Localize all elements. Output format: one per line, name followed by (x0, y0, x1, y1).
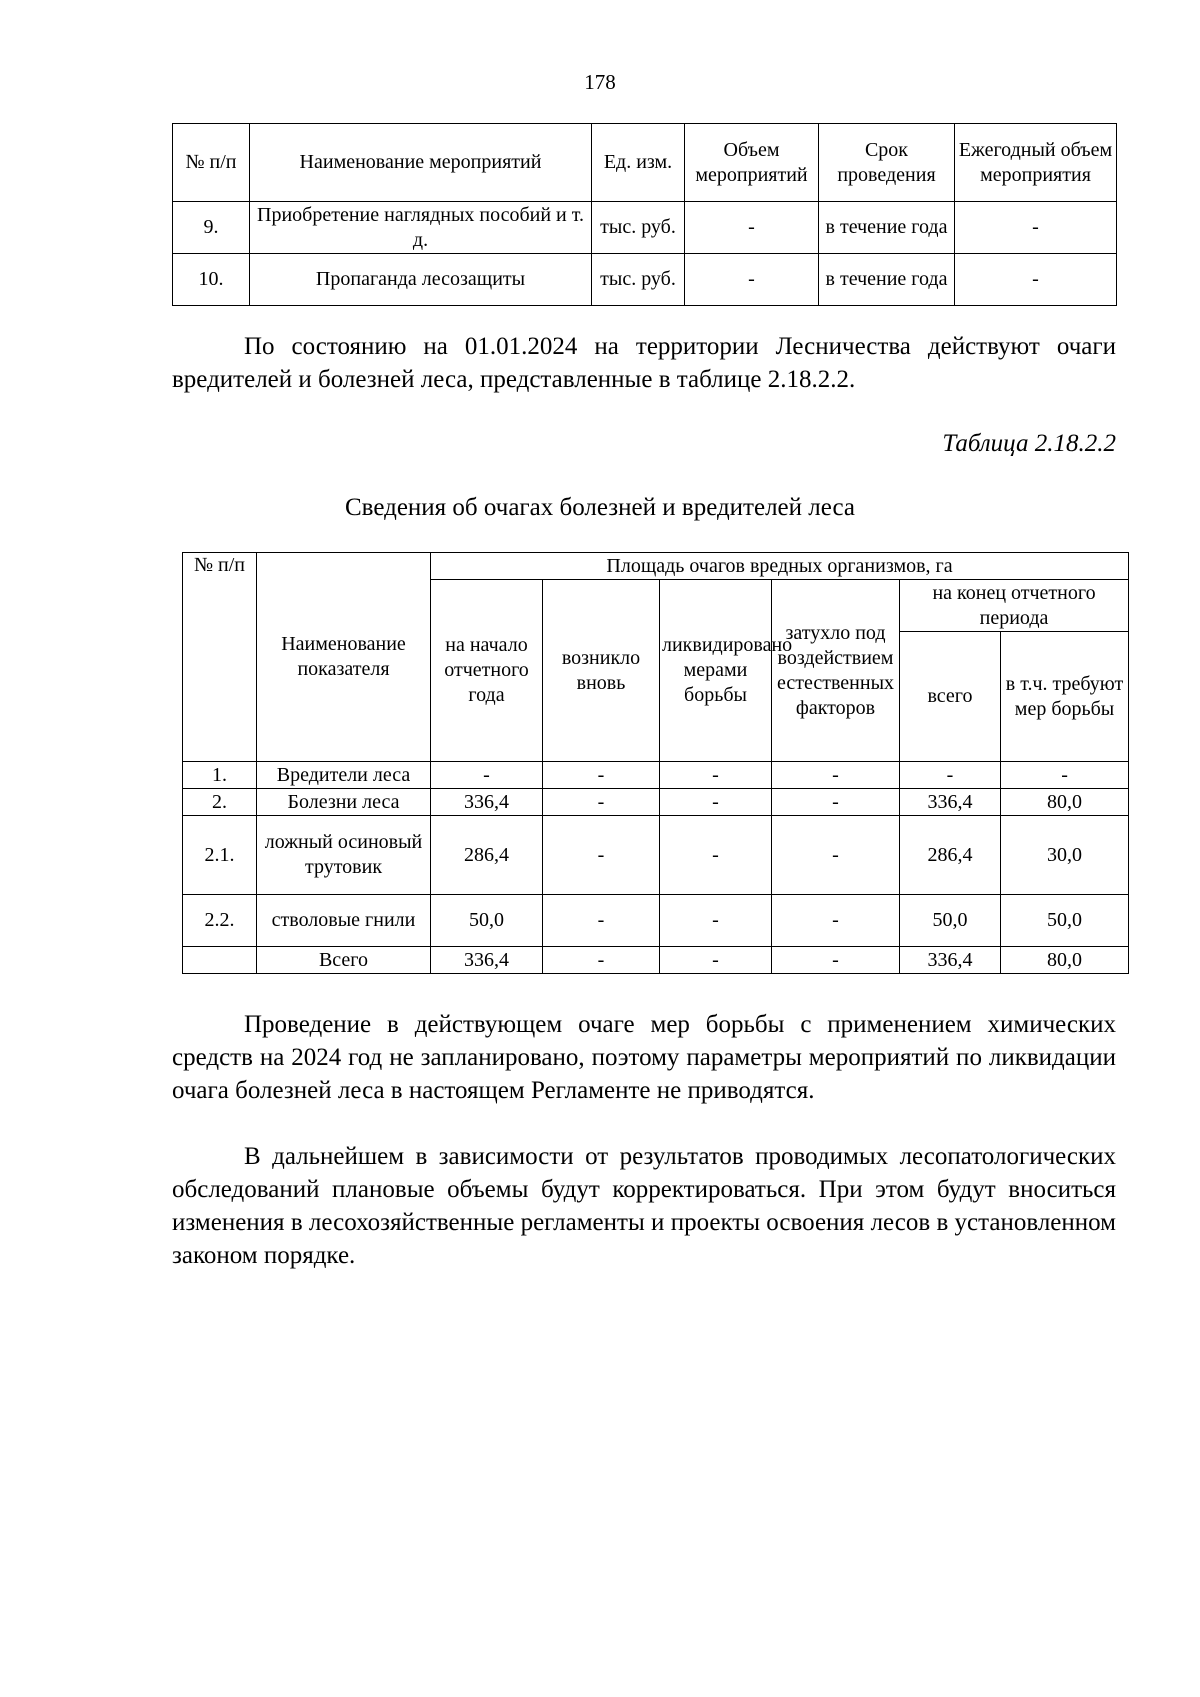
cell: тыс. руб. (592, 254, 685, 306)
cell: - (543, 762, 660, 789)
header-new: возникло вновь (543, 580, 660, 762)
header-cell: № п/п (173, 124, 250, 202)
table-row (183, 895, 1129, 947)
cell: - (543, 895, 660, 947)
header-cell: Ед. изм. (592, 124, 685, 202)
header-cell: Объем мероприятий (685, 124, 819, 202)
table-row (173, 254, 1117, 306)
cell: - (955, 254, 1117, 306)
table-row (183, 947, 1129, 974)
header-group: Площадь очагов вредных организмов, га (431, 553, 1129, 580)
cell: тыс. руб. (592, 202, 685, 254)
table-row (183, 789, 1129, 816)
pest-foci-table (182, 552, 1129, 974)
cell: 336,4 (900, 947, 1001, 974)
cell: 80,0 (1001, 947, 1129, 974)
table-header-row (173, 124, 1117, 202)
cell: в течение года (819, 202, 955, 254)
cell: 2.2. (183, 895, 257, 947)
cell: Приобретение наглядных пособий и т. д. (250, 202, 592, 254)
table-row (183, 816, 1129, 895)
cell: - (772, 895, 900, 947)
cell: ложный осиновый трутовик (257, 816, 431, 895)
cell: Пропаганда лесозащиты (250, 254, 592, 306)
cell: - (955, 202, 1117, 254)
table-caption-number: Таблица 2.18.2.2 (942, 430, 1116, 457)
cell: 336,4 (431, 789, 543, 816)
header-need: в т.ч. требуют мер борьбы (1001, 632, 1129, 762)
cell: - (660, 816, 772, 895)
cell: - (772, 947, 900, 974)
cell: 286,4 (431, 816, 543, 895)
cell: - (660, 947, 772, 974)
cell (183, 947, 257, 974)
cell: 336,4 (431, 947, 543, 974)
header-liquidated: ликвидировано мерами борьбы (660, 580, 772, 762)
paragraph-2: Проведение в действующем очаге мер борьбы с применением химических средств на 2024 год не запланировано, поэтому параметры мероприятий по ликвидации очага болезней леса в настоящем Регламенте не приводятся. (172, 1011, 1116, 1104)
cell: - (900, 762, 1001, 789)
table-header-row (183, 553, 1129, 580)
cell: 50,0 (900, 895, 1001, 947)
cell: 30,0 (1001, 816, 1129, 895)
cell: Вредители леса (257, 762, 431, 789)
cell: - (660, 762, 772, 789)
cell: - (772, 789, 900, 816)
cell: Всего (257, 947, 431, 974)
cell: - (543, 816, 660, 895)
cell: - (772, 762, 900, 789)
header-name: Наименование показателя (257, 553, 431, 762)
cell: - (685, 254, 819, 306)
cell: - (1001, 762, 1129, 789)
cell: 80,0 (1001, 789, 1129, 816)
cell: 286,4 (900, 816, 1001, 895)
cell: стволовые гнили (257, 895, 431, 947)
cell: 50,0 (1001, 895, 1129, 947)
header-start: на начало отчетного года (431, 580, 543, 762)
cell: 336,4 (900, 789, 1001, 816)
cell: - (431, 762, 543, 789)
cell: - (543, 947, 660, 974)
measures-table (172, 123, 1117, 306)
cell: 1. (183, 762, 257, 789)
header-cell: Наименование мероприятий (250, 124, 592, 202)
cell: Болезни леса (257, 789, 431, 816)
header-num: № п/п (183, 553, 257, 762)
cell: 2. (183, 789, 257, 816)
cell: 9. (173, 202, 250, 254)
cell: 50,0 (431, 895, 543, 947)
table-title: Сведения об очагах болезней и вредителей леса (345, 494, 855, 521)
paragraph-3: В дальнейшем в зависимости от результатов проводимых лесопатологических обследований плановые объемы будут корректироваться. При этом будут вноситься изменения в лесохозяйственные регламенты и проекты освоения лесов в установленном законом порядке. (172, 1143, 1116, 1269)
cell: - (685, 202, 819, 254)
cell: - (660, 789, 772, 816)
header-cell: Ежегодный объем мероприятия (955, 124, 1117, 202)
cell: 2.1. (183, 816, 257, 895)
header-total: всего (900, 632, 1001, 762)
header-end-group: на конец отчетного периода (900, 580, 1129, 632)
paragraph-1: По состоянию на 01.01.2024 на территории Лесничества действуют очаги вредителей и болезней леса, представленные в таблице 2.18.2.2. (172, 333, 1116, 393)
header-cell: Срок проведения (819, 124, 955, 202)
page-number: 178 (584, 70, 616, 94)
cell: в течение года (819, 254, 955, 306)
table-row (183, 762, 1129, 789)
cell: - (543, 789, 660, 816)
table-row (173, 202, 1117, 254)
cell: 10. (173, 254, 250, 306)
cell: - (772, 816, 900, 895)
header-faded: затухло под воздействием естественных факторов (772, 580, 900, 762)
cell: - (660, 895, 772, 947)
